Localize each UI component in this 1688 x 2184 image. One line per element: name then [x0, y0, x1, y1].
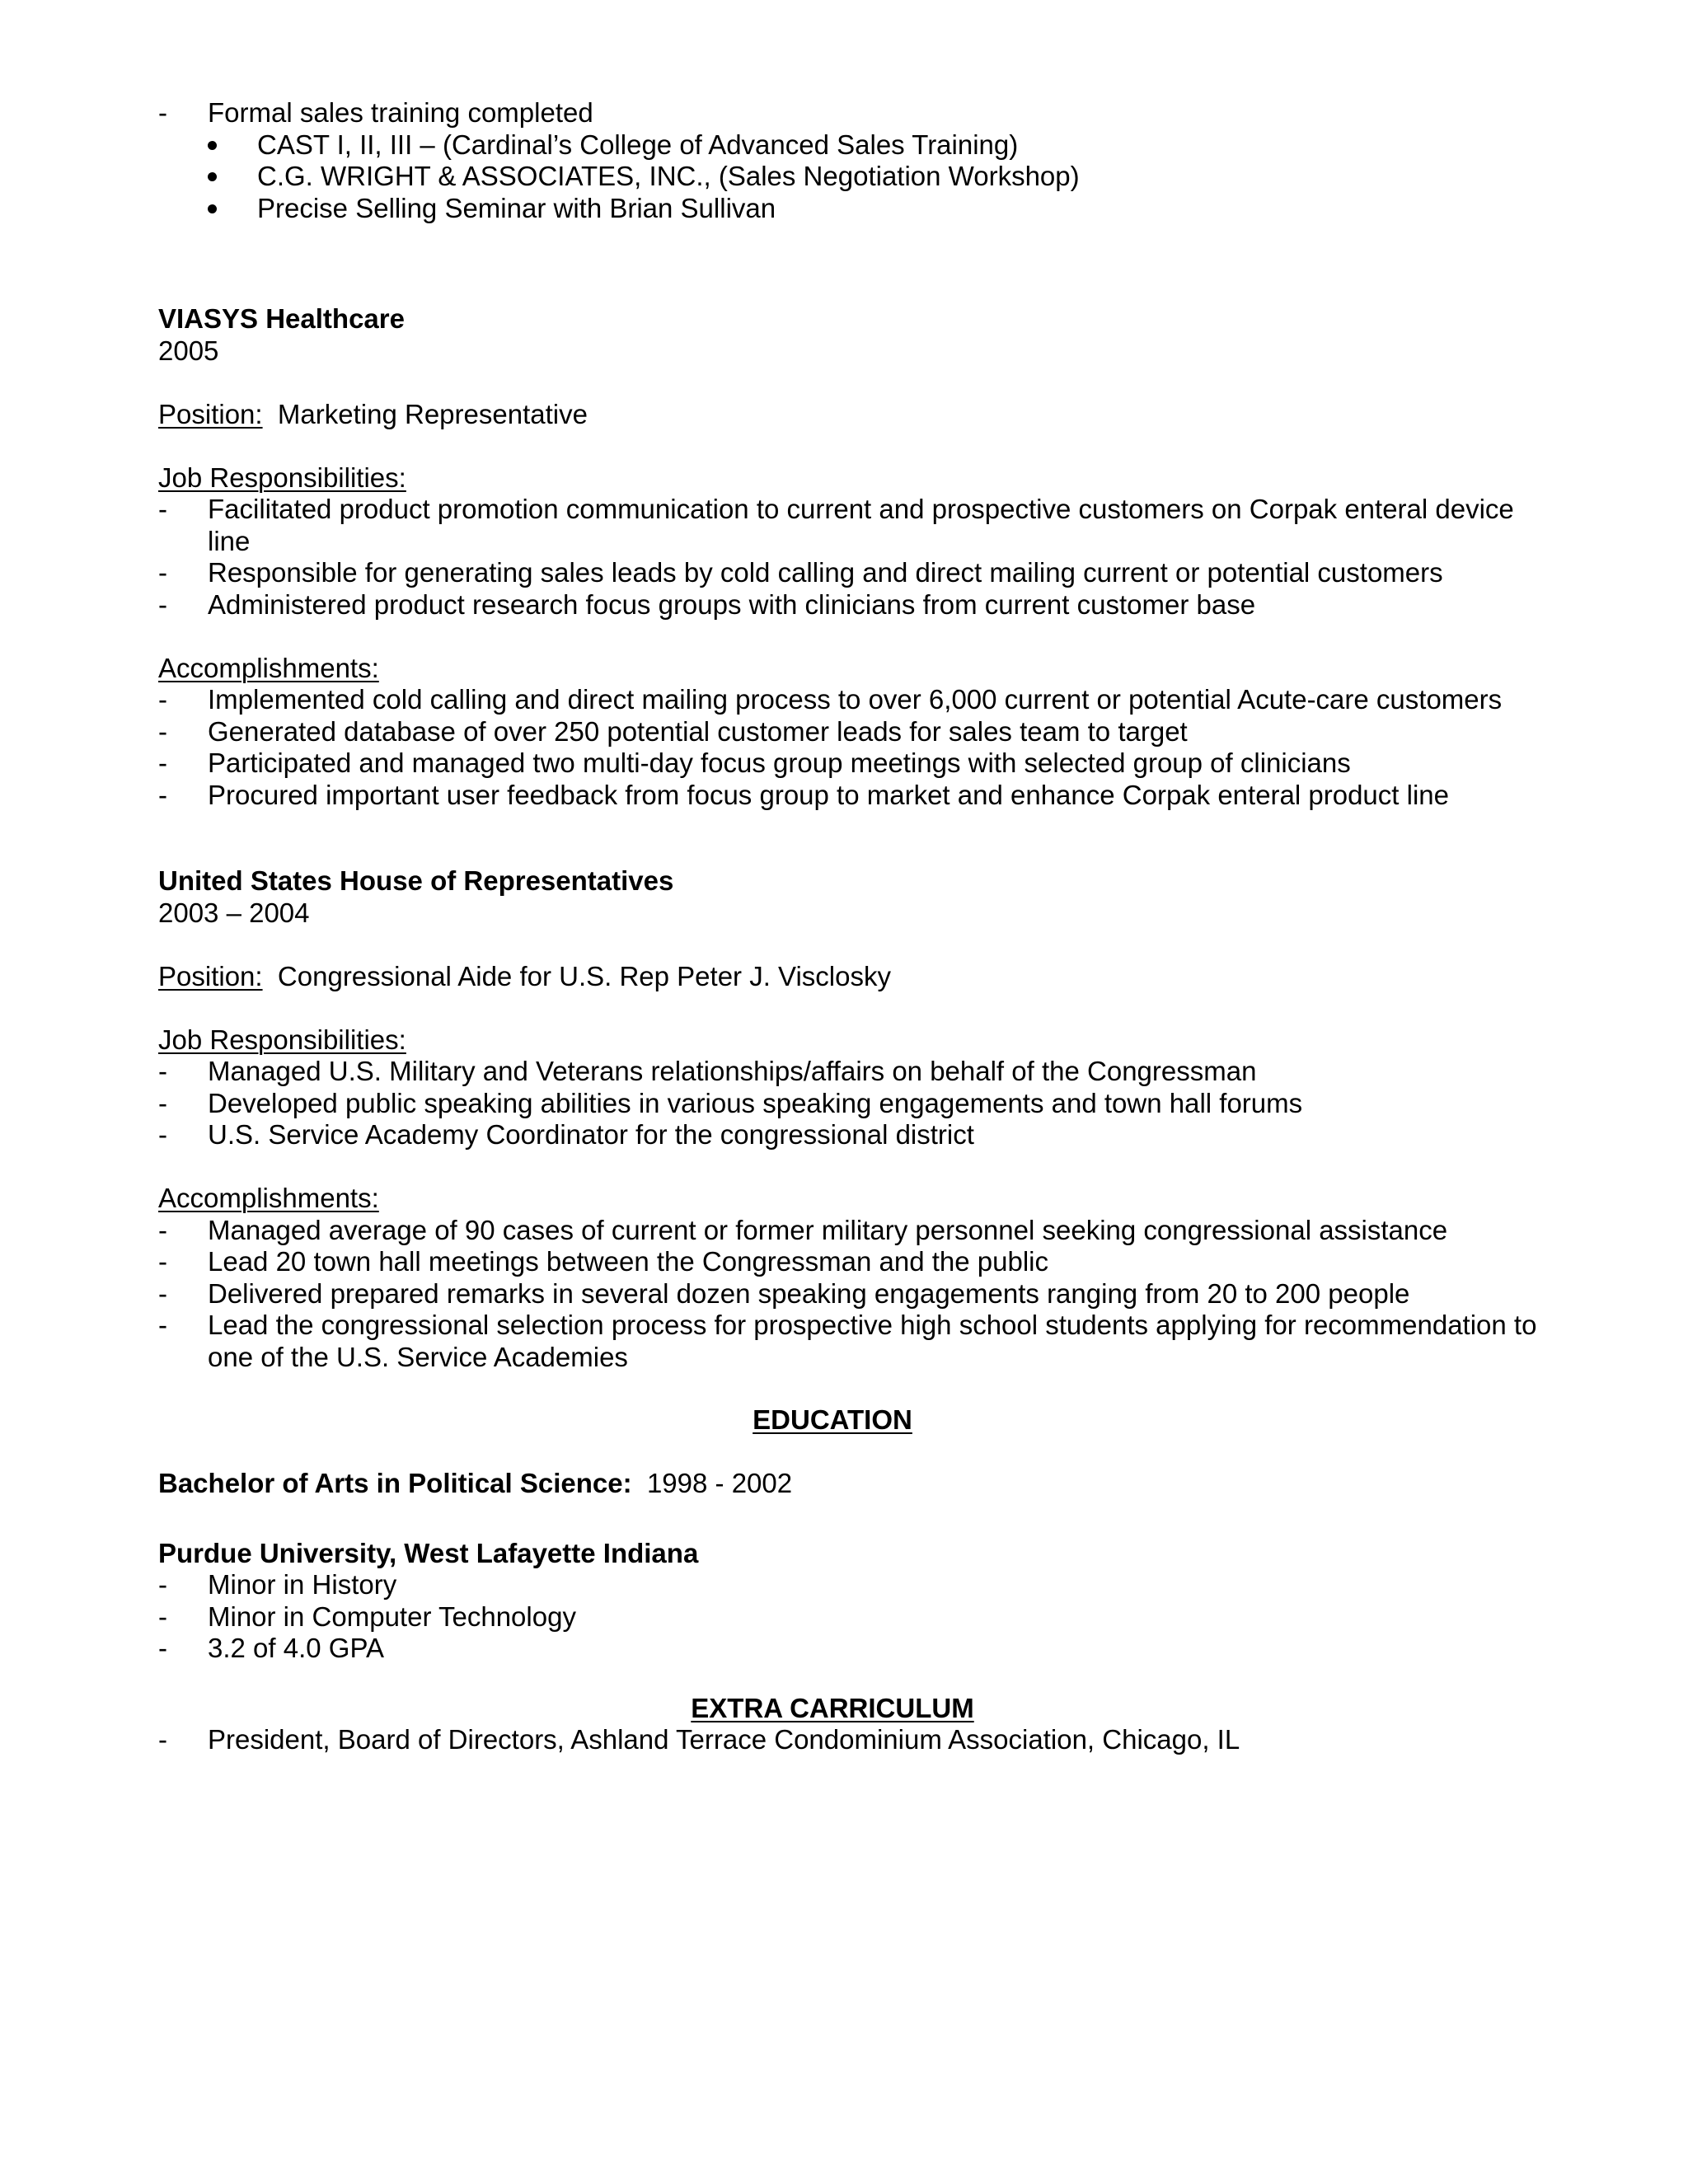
- employment-years: 2005: [158, 335, 219, 366]
- education-heading: EDUCATION: [753, 1404, 912, 1435]
- list-item: [158, 1056, 1556, 1088]
- dash-marker: -: [158, 684, 167, 715]
- list-item: [158, 589, 1556, 621]
- dash-marker: -: [158, 1601, 167, 1632]
- list-item: [158, 716, 1556, 748]
- position-title: Congressional Aide for U.S. Rep Peter J. Visclosky: [277, 960, 891, 991]
- list-item: [158, 684, 1556, 716]
- dash-marker: -: [158, 557, 167, 588]
- dash-marker: -: [158, 1087, 167, 1118]
- dash-marker: -: [158, 1569, 167, 1600]
- training-item: [158, 193, 1556, 225]
- position-label: Position:: [158, 398, 263, 429]
- list-item-text: Implemented cold calling and direct mailing process to over 6,000 current or potential Acute-care customers: [208, 684, 1503, 715]
- training-item-text: Precise Selling Seminar with Brian Sullivan: [257, 192, 776, 223]
- dash-marker: -: [158, 1119, 167, 1150]
- job-responsibilities-label: Job Responsibilities:: [158, 462, 406, 493]
- degree-label: Bachelor of Arts in Political Science:: [158, 1468, 632, 1498]
- training-item: [158, 161, 1556, 193]
- training-intro-item: [158, 97, 1556, 129]
- training-item: [158, 129, 1556, 162]
- list-item: [158, 1601, 1556, 1633]
- list-item-text: Minor in History: [208, 1569, 397, 1600]
- employment-years: 2003 – 2004: [158, 897, 310, 928]
- dash-marker: -: [158, 779, 167, 810]
- list-item: [158, 1215, 1556, 1247]
- list-item: [158, 1246, 1556, 1278]
- dash-marker: -: [158, 588, 167, 620]
- accomplishments-label: Accomplishments:: [158, 652, 379, 683]
- training-item-text: CAST I, II, III – (Cardinal’s College of Advanced Sales Training): [257, 129, 1019, 160]
- list-item-text: Generated database of over 250 potential customer leads for sales team to target: [208, 715, 1188, 747]
- dash-marker: -: [158, 1277, 167, 1309]
- dash-marker: -: [158, 1214, 167, 1245]
- degree-years: 1998 - 2002: [646, 1468, 793, 1498]
- dash-marker: -: [158, 97, 167, 128]
- list-item-text: Facilitated product promotion communication to current and prospective customers on Corpak enteral device line: [208, 494, 1514, 556]
- position-label: Position:: [158, 960, 263, 991]
- bullet-icon: [208, 141, 217, 150]
- training-intro-text: Formal sales training completed: [208, 97, 593, 128]
- dash-marker: -: [158, 1310, 167, 1340]
- list-item: [158, 1119, 1556, 1151]
- list-item-text: President, Board of Directors, Ashland Terrace Condominium Association, Chicago, IL: [208, 1724, 1240, 1755]
- list-item: [158, 1088, 1556, 1120]
- school-name: Purdue University, West Lafayette Indiana: [158, 1537, 699, 1568]
- position-title: Marketing Representative: [277, 398, 588, 429]
- list-item-text: Delivered prepared remarks in several dozen speaking engagements ranging from 20 to 200 people: [208, 1277, 1410, 1309]
- dash-marker: -: [158, 1633, 167, 1663]
- list-item: [158, 494, 1556, 557]
- job-responsibilities-label: Job Responsibilities:: [158, 1024, 406, 1055]
- accomplishments-label: Accomplishments:: [158, 1183, 379, 1213]
- list-item: [158, 1724, 1556, 1756]
- list-item: [158, 748, 1556, 780]
- position-line: [158, 961, 1556, 993]
- list-item: [158, 1278, 1556, 1310]
- list-item: [158, 1633, 1556, 1665]
- dash-marker: -: [158, 494, 167, 524]
- training-item-text: C.G. WRIGHT & ASSOCIATES, INC., (Sales Negotiation Workshop): [257, 161, 1080, 191]
- list-item-text: Developed public speaking abilities in various speaking engagements and town hall forums: [208, 1087, 1303, 1118]
- bullet-icon: [208, 204, 217, 213]
- list-item-text: Lead 20 town hall meetings between the Congressman and the public: [208, 1246, 1049, 1277]
- list-item: [158, 1569, 1556, 1601]
- list-item-text: Managed average of 90 cases of current or former military personnel seeking congressional assistance: [208, 1214, 1448, 1245]
- list-item-text: Participated and managed two multi-day focus group meetings with selected group of clinicians: [208, 748, 1351, 778]
- list-item-text: Minor in Computer Technology: [208, 1601, 576, 1632]
- company-name: United States House of Representatives: [158, 865, 674, 896]
- list-item-text: Procured important user feedback from focus group to market and enhance Corpak enteral product line: [208, 779, 1449, 810]
- dash-marker: -: [158, 748, 167, 778]
- list-item-text: Lead the congressional selection process for prospective high school students applying for recommendation to one of the U.S. Service Academies: [208, 1310, 1537, 1372]
- list-item: [158, 1310, 1556, 1373]
- dash-marker: -: [158, 715, 167, 747]
- list-item-text: 3.2 of 4.0 GPA: [208, 1633, 385, 1663]
- list-item-text: Managed U.S. Military and Veterans relationships/affairs on behalf of the Congressman: [208, 1056, 1257, 1086]
- position-line: [158, 399, 1556, 431]
- dash-marker: -: [158, 1724, 167, 1755]
- dash-marker: -: [158, 1056, 167, 1086]
- degree-line: [158, 1468, 1556, 1500]
- list-item-text: U.S. Service Academy Coordinator for the congressional district: [208, 1119, 974, 1150]
- bullet-icon: [208, 172, 217, 181]
- list-item-text: Responsible for generating sales leads by cold calling and direct mailing current or potential customers: [208, 557, 1443, 588]
- list-item-text: Administered product research focus groups with clinicians from current customer base: [208, 588, 1256, 620]
- extra-curriculum-heading: EXTRA CARRICULUM: [691, 1692, 974, 1723]
- list-item: [158, 557, 1556, 589]
- list-item: [158, 780, 1556, 812]
- company-name: VIASYS Healthcare: [158, 303, 405, 334]
- dash-marker: -: [158, 1246, 167, 1277]
